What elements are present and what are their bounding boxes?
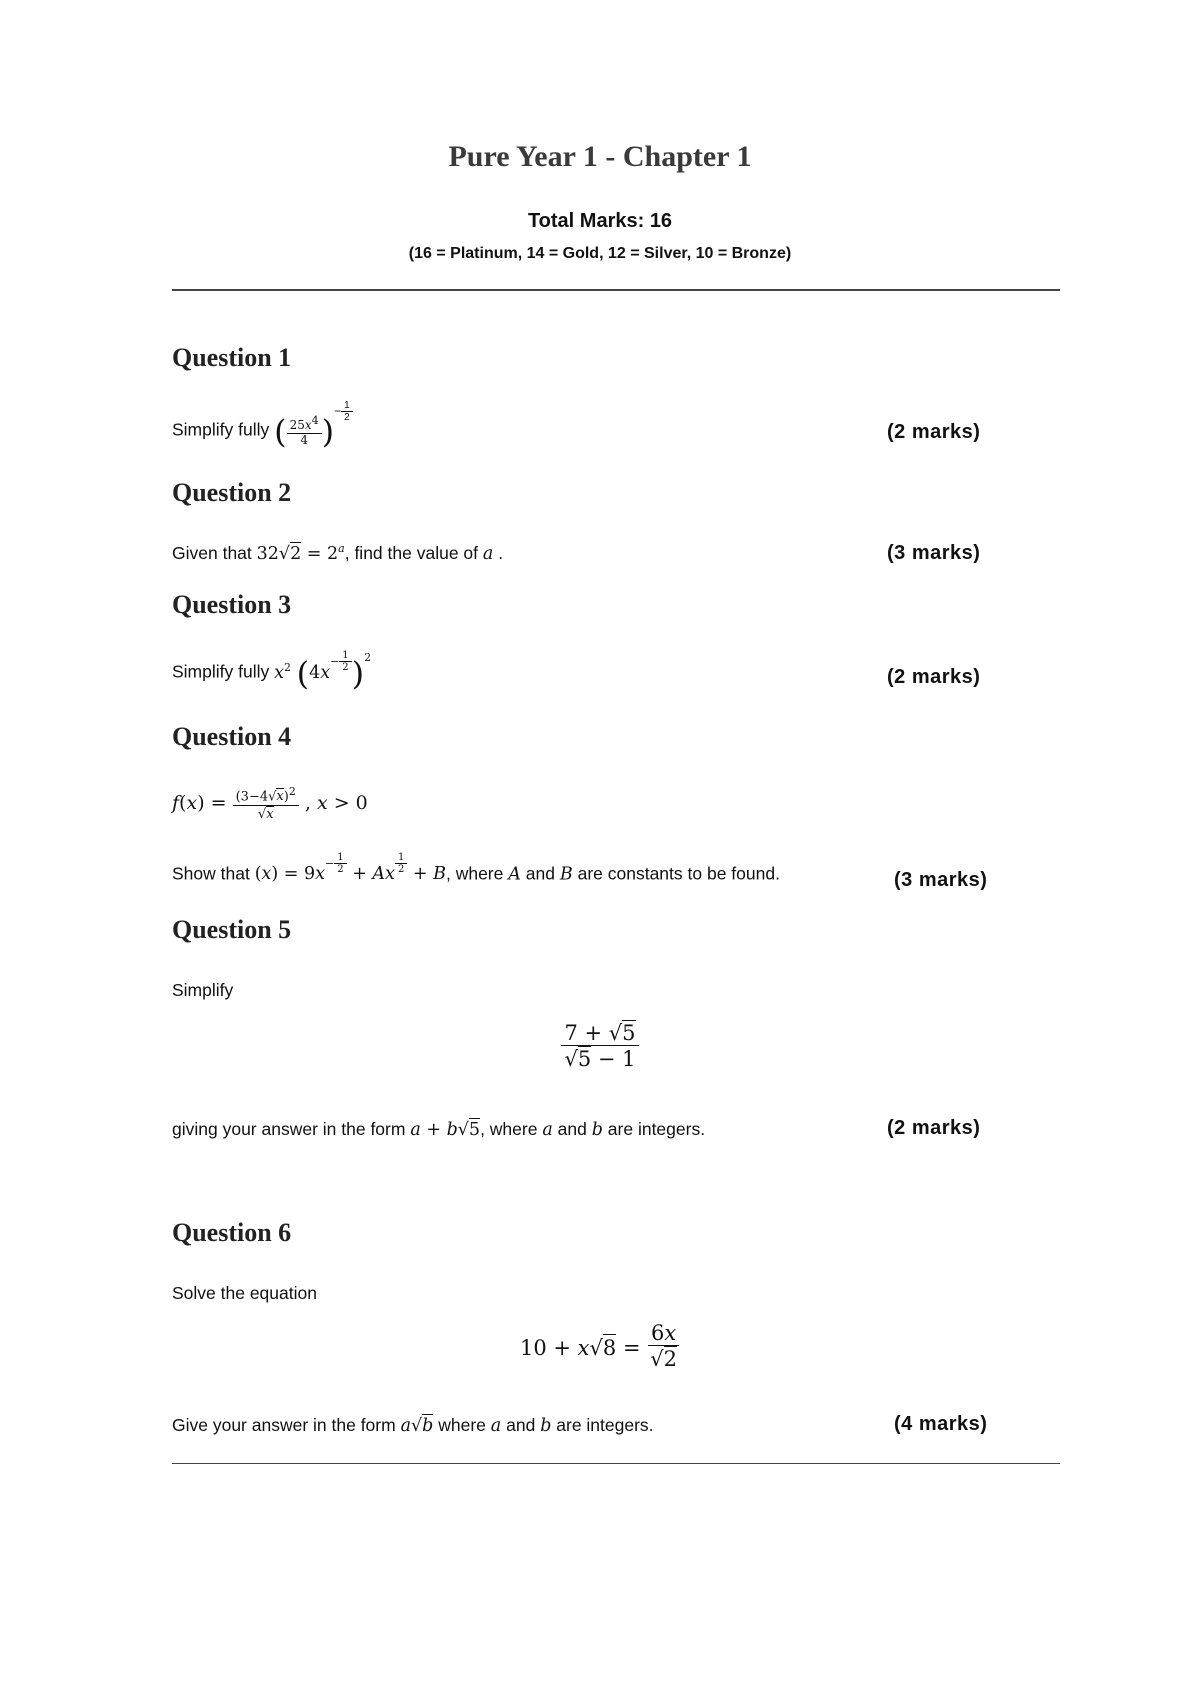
question-6-marks: (4 marks)	[894, 1413, 988, 1435]
question-6-prompt: Solve the equation	[172, 1283, 317, 1303]
question-5-and: and	[557, 1119, 587, 1139]
question-5-prompt: Simplify	[172, 980, 234, 1000]
question-4-and: and	[525, 863, 555, 884]
question-2-prompt-mid: , find the value of	[344, 543, 479, 563]
question-3-heading: Question 3	[172, 590, 292, 619]
question-1-heading: Question 1	[172, 343, 292, 372]
question-4-expression: $(x) = 9x^{- \frac{1}{2}}$ + Ax $^{\frac{1}{2}}$ + B	[254, 852, 446, 885]
question-2-variable: a	[482, 544, 494, 564]
question-6-and: and	[506, 1415, 536, 1435]
question-5-heading: Question 5	[172, 915, 292, 944]
question-2-equation: $32√2 = 2^a$	[256, 542, 345, 564]
question-6-where: where	[438, 1415, 486, 1435]
question-6-heading: Question 6	[172, 1218, 292, 1247]
question-4-show-that: Show that	[172, 863, 250, 884]
question-4-line2: Show that $(x) = 9x^{- \frac{1}{2}}$ + Ax $^{\frac{1}{2}}$ + B, where A and B are constants to be found.	[172, 852, 780, 885]
question-4-where: , where	[445, 863, 504, 884]
question-5-marks: (2 marks)	[887, 1117, 981, 1139]
question-1-text	[172, 400, 353, 450]
question-1-prompt: Simplify fully	[172, 419, 270, 440]
question-2-prompt-start: Given that	[172, 543, 252, 563]
grading-scale: (16 = Platinum, 14 = Gold, 12 = Silver, 10 = Bronze)	[408, 245, 792, 262]
question-1-marks: (2 marks)	[887, 421, 981, 443]
question-2-prompt-end: .	[498, 543, 504, 563]
header-divider	[172, 289, 1060, 291]
question-4-function: f(x) = $\frac{(3-4√x)^2}{√x}$ , x > 0	[172, 785, 368, 822]
question-3-text	[172, 650, 372, 692]
question-4-constants: are constants to be found.	[577, 863, 780, 884]
question-5-where: , where	[480, 1119, 538, 1139]
question-1-expression: ( $\frac{25x4}{4}$ )$^{- \frac{1}{2}}$	[274, 420, 353, 440]
question-6-integers: are integers.	[556, 1415, 654, 1435]
question-2-heading: Question 2	[172, 478, 292, 507]
footer-divider	[172, 1463, 1060, 1464]
question-4-heading: Question 4	[172, 722, 292, 751]
question-5-expression: $\frac{7 + √5}{√5 - 1}$	[0, 1020, 1200, 1071]
question-6-form-text: Give your answer in the form	[172, 1415, 396, 1435]
question-6-equation: 10 + x√8 = $\frac{6x}{√2}$	[0, 1322, 1200, 1371]
question-5-form-text: giving your answer in the form	[172, 1119, 406, 1139]
question-3-prompt: Simplify fully	[172, 661, 270, 682]
total-marks: Total Marks: 16	[527, 210, 673, 232]
question-5-integers: are integers.	[607, 1119, 706, 1139]
question-3-marks: (2 marks)	[887, 666, 981, 688]
question-4-marks: (3 marks)	[894, 869, 988, 891]
question-2-text	[172, 542, 503, 564]
page-title: Pure Year 1 - Chapter 1	[448, 140, 752, 173]
question-3-expression: $x^2$ ($4x^{- \frac{1}{2}}$ )$^2$	[274, 650, 372, 692]
question-2-marks: (3 marks)	[887, 542, 981, 564]
question-6-line3: Give your answer in the form a√b where a and b are integers.	[172, 1415, 654, 1436]
question-5-line3: giving your answer in the form a + b√5, where a and b are integers.	[172, 1119, 706, 1140]
